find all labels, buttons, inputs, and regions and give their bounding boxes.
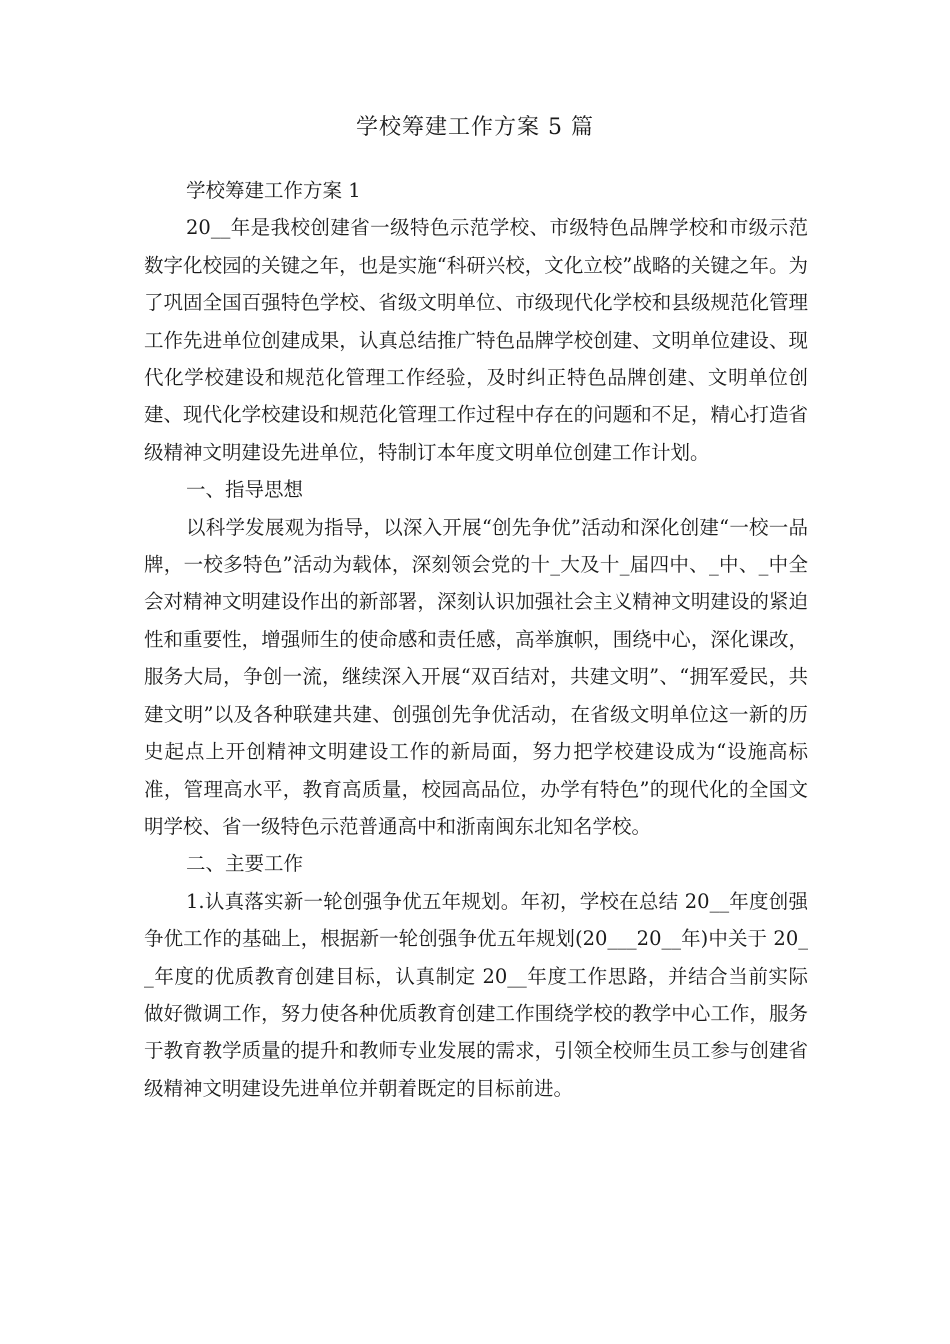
section-heading: 二、主要工作 <box>186 852 304 876</box>
document-title: 学校筹建工作方案 5 篇 <box>356 115 594 140</box>
body-paragraph: 1.认真落实新一轮创强争优五年规划。年初，学校在总结 20__年度创强争优工作的基础上，根据新一轮创强争优五年规划(20___20__年)中关于 20__年度的优质教育创建目标，认真制定 20__年度工作思路，并结合当前实际做好微调工作，努力使各种优质教育创建工作围绕学校的教学中心工作，服务于教育教学质量的提升和教师专业发展的需求，引领全校师生员工参与创建省级精神文明建设先进单位并朝着既定的目标前进。 <box>144 889 808 1100</box>
body-paragraph: 以科学发展观为指导，以深入开展“创先争优”活动和深化创建“一校一品牌，一校多特色”活动为载体，深刻领会党的十_大及十_届四中、_中、_中全会对精神文明建设作出的新部署，深刻认识加强社会主义精神文明建设的紧迫性和重要性，增强师生的使命感和责任感，高举旗帜，围绕中心，深化课改，服务大局，争创一流，继续深入开展“双百结对，共建文明”、“拥军爱民，共建文明”以及各种联建共建、创强创先争优活动，在省级文明单位这一新的历史起点上开创精神文明建设工作的新局面，努力把学校建设成为“设施高标准，管理高水平，教育高质量，校园高品位，办学有特色”的现代化的全国文明学校、省一级特色示范普通高中和浙南闽东北知名学校。 <box>144 515 808 838</box>
section-heading: 一、指导思想 <box>186 478 304 502</box>
document-body <box>144 172 808 1107</box>
body-paragraph: 20__年是我校创建省一级特色示范学校、市级特色品牌学校和市级示范数字化校园的关键之年，也是实施“科研兴校，文化立校”战略的关键之年。为了巩固全国百强特色学校、省级文明单位、市级现代化学校和县级规范化管理工作先进单位创建成果，认真总结推广特色品牌学校创建、文明单位建设、现代化学校建设和规范化管理工作经验，及时纠正特色品牌创建、文明单位创建、现代化学校建设和规范化管理工作过程中存在的问题和不足，精心打造省级精神文明建设先进单位，特制订本年度文明单位创建工作计划。 <box>144 216 808 464</box>
section-heading: 学校筹建工作方案 1 <box>186 179 361 202</box>
